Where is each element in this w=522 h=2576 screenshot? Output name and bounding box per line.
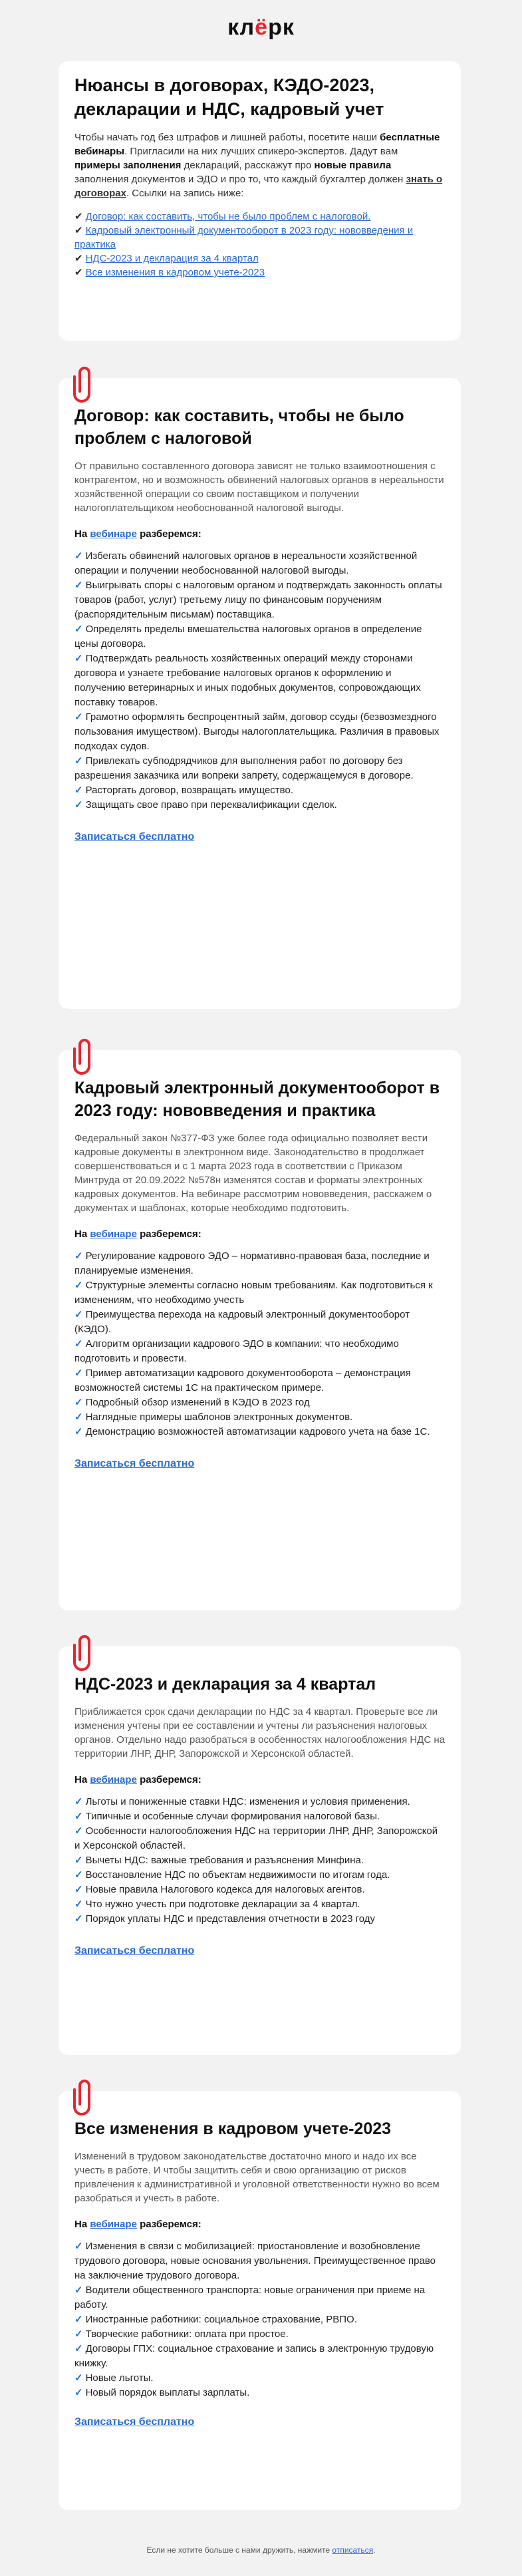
list-item: [74, 578, 445, 622]
lead-text: разберемся:: [136, 1228, 201, 1240]
checkmark-icon: ✔: [74, 253, 83, 264]
checkmark-icon: ✓: [74, 1869, 83, 1881]
list-item-text: Подробный обзор изменений в КЭДО в 2023 год: [85, 1397, 310, 1408]
checkmark-icon: ✓: [74, 1913, 83, 1925]
toc-item: [74, 266, 445, 279]
list-item-text: Преимущества перехода на кадровый электронный документооборот (КЭДО).: [74, 1309, 410, 1335]
webinar-link[interactable]: вебинаре: [90, 528, 137, 540]
toc-item: [74, 224, 445, 252]
list-item-text: Порядок уплаты НДС и представления отчетности в 2023 году: [85, 1913, 376, 1925]
list-item: [74, 1795, 445, 1809]
logo-text-right: рк: [268, 15, 295, 40]
list-item: [74, 754, 445, 783]
list-item: [74, 1410, 445, 1425]
section-lead: [74, 527, 445, 541]
list-item: [74, 622, 445, 651]
list-item: [74, 1308, 445, 1337]
paperclip-icon: [73, 1632, 96, 1672]
bullet-list: [74, 2239, 445, 2400]
lead-text: разберемся:: [136, 2219, 201, 2230]
webinar-link[interactable]: вебинаре: [90, 1228, 137, 1240]
checkmark-icon: ✓: [74, 1280, 83, 1291]
checkmark-icon: ✓: [74, 624, 83, 635]
checkmark-icon: ✓: [74, 1338, 83, 1350]
list-item: [74, 1395, 445, 1410]
toc-list: [74, 210, 445, 279]
hero-intro: [74, 130, 445, 200]
list-item-text: Демонстрацию возможностей автоматизации кадрового учета на базе 1С.: [85, 1426, 430, 1437]
toc-link-vat[interactable]: НДС-2023 и декларация за 4 квартал: [85, 253, 259, 264]
list-item: [74, 2371, 445, 2386]
list-item: [74, 2312, 445, 2327]
list-item-text: Структурные элементы согласно новым требованиям. Как подготовиться к изменениям, что необходимо учесть: [74, 1280, 433, 1306]
checkmark-icon: ✓: [74, 2314, 83, 2325]
section-description: От правильно составленного договора зависят не только взаимоотношения с контрагентом, но и возможность обвинений налоговых органов в нереальности хозяйственной операции со своим поставщиком и получении налогоплательщиком необоснованной налоговой выгоды.: [74, 460, 444, 514]
list-item: [74, 1249, 445, 1278]
checkmark-icon: ✓: [74, 2285, 83, 2296]
hero-title: Нюансы в договорах, КЭДО-2023, декларации и НДС, кадровый учет: [74, 75, 384, 119]
lead-text: На: [74, 1774, 90, 1785]
intro-underlined: знать о договорах: [74, 174, 443, 199]
footer-text: Если не хотите больше с нами дружить, нажмите: [146, 2545, 332, 2555]
checkmark-icon: ✓: [74, 1884, 83, 1895]
list-item: [74, 783, 445, 798]
checkmark-icon: ✓: [74, 1855, 83, 1866]
intro-bold: новые правила: [314, 160, 392, 171]
intro-text: . Ссылки на запись ниже:: [126, 188, 244, 199]
checkmark-icon: ✔: [74, 267, 83, 278]
toc-item: [74, 210, 445, 224]
list-item: [74, 2342, 445, 2371]
checkmark-icon: ✓: [74, 1899, 83, 1910]
lead-text: разберемся:: [136, 528, 201, 540]
list-item-text: Избегать обвинений налоговых органов в нереальности хозяйственной операции и получении необоснованной налоговой выгоды.: [74, 550, 418, 576]
checkmark-icon: ✓: [74, 785, 83, 796]
list-item: [74, 549, 445, 578]
section-lead: [74, 2217, 445, 2231]
checkmark-icon: ✓: [74, 2343, 83, 2354]
register-button[interactable]: Записаться бесплатно: [74, 2416, 195, 2428]
unsubscribe-link[interactable]: отписаться: [332, 2545, 374, 2555]
list-item-text: Типичные и особенные случаи формирования налоговой базы.: [85, 1811, 380, 1822]
list-item-text: Договоры ГПХ: социальное страхование и запись в электронную трудовую книжку.: [74, 2343, 434, 2369]
section-description: Федеральный закон №377-ФЗ уже более года официально позволяет вести кадровые документы в электронном виде. Законодательство в продолжает совершенствоваться и с 1 марта 2023 года в соответствии с Приказом Минтруда от 20.09.2022 №578н изменятся состав и форматы электронных кадровых документов. На вебинаре рассмотрим нововведения, расскажем о документах и шаблонах, которые необходимо подготовить.: [74, 1133, 432, 1214]
intro-text: Чтобы начать год без штрафов и лишней работы, посетите наши: [74, 132, 380, 143]
list-item-text: Новые правила Налогового кодекса для налоговых агентов.: [85, 1884, 365, 1895]
list-item-text: Определять пределы вмешательства налоговых органов в определение цены договора.: [74, 624, 422, 649]
list-item: [74, 1824, 445, 1853]
list-item-text: Алгоритм организации кадрового ЭДО в компании: что необходимо подготовить и провести.: [74, 1338, 399, 1364]
footer: [0, 2545, 522, 2555]
checkmark-icon: ✓: [74, 1825, 83, 1837]
checkmark-icon: ✓: [74, 755, 83, 767]
checkmark-icon: ✓: [74, 1426, 83, 1437]
lead-text: разберемся:: [136, 1774, 201, 1785]
lead-text: На: [74, 2219, 90, 2230]
list-item: [74, 1868, 445, 1883]
checkmark-icon: ✔: [74, 211, 83, 222]
checkmark-icon: ✓: [74, 1811, 83, 1822]
list-item: [74, 2386, 445, 2400]
bullet-list: [74, 549, 445, 813]
section-card-vat: [59, 1646, 461, 2055]
list-item-text: Новые льготы.: [85, 2372, 154, 2384]
register-button[interactable]: Записаться бесплатно: [74, 831, 195, 842]
checkmark-icon: ✓: [74, 2387, 83, 2398]
webinar-link[interactable]: вебинаре: [90, 2219, 137, 2230]
paperclip-icon: [73, 2076, 96, 2116]
list-item: [74, 710, 445, 754]
list-item-text: Вычеты НДС: важные требования и разъяснения Минфина.: [85, 1855, 364, 1866]
toc-link-kedo[interactable]: Кадровый электронный документооборот в 2023 году: нововведения и практика: [74, 225, 414, 250]
lead-text: На: [74, 1228, 90, 1240]
section-card-hr: [59, 2091, 461, 2510]
list-item-text: Наглядные примеры шаблонов электронных документов.: [85, 1411, 353, 1423]
list-item-text: Иностранные работники: социальное страхование, РВПО.: [85, 2314, 357, 2325]
section-title: Кадровый электронный документооборот в 2023 году: нововведения и практика: [74, 1079, 440, 1120]
list-item-text: Выигрывать споры с налоговым органом и подтверждать законность оплаты товаров (работ, услуг) третьему лицу по финансовым поручениям (распорядительным письмам) поставщика.: [74, 580, 442, 620]
list-item-text: Расторгать договор, возвращать имущество.: [85, 785, 293, 796]
logo-text-left: кл: [227, 15, 255, 40]
list-item-text: Новый порядок выплаты зарплаты.: [85, 2387, 250, 2398]
list-item: [74, 2239, 445, 2283]
toc-link-hr[interactable]: Все изменения в кадровом учете-2023: [85, 267, 265, 278]
list-item: [74, 798, 445, 813]
list-item: [74, 1883, 445, 1897]
checkmark-icon: ✓: [74, 711, 83, 723]
footer-text: .: [373, 2545, 376, 2555]
paperclip-icon: [73, 1035, 96, 1075]
list-item: [74, 1897, 445, 1912]
toc-link-contract[interactable]: Договор: как составить, чтобы не было проблем с налоговой.: [85, 211, 371, 222]
list-item-text: Регулирование кадрового ЭДО – нормативно-правовая база, последние и планируемые изменения.: [74, 1250, 430, 1276]
checkmark-icon: ✓: [74, 1250, 83, 1262]
list-item-text: Изменения в связи с мобилизацией: приостановление и возобновление трудового договора, новые основания увольнения. Преимущественное право на заключение трудового договора.: [74, 2241, 436, 2281]
list-item-text: Льготы и пониженные ставки НДС: изменения и условия применения.: [85, 1796, 410, 1807]
webinar-link[interactable]: вебинаре: [90, 1774, 137, 1785]
list-item: [74, 2327, 445, 2342]
list-item-text: Что нужно учесть при подготовке декларации за 4 квартал.: [85, 1899, 360, 1910]
checkmark-icon: ✓: [74, 799, 83, 811]
list-item: [74, 1912, 445, 1927]
checkmark-icon: ✓: [74, 1397, 83, 1408]
section-card-kedo: [59, 1050, 461, 1610]
lead-text: На: [74, 528, 90, 540]
list-item-text: Творческие работники: оплата при простое.: [85, 2328, 289, 2340]
checkmark-icon: ✓: [74, 580, 83, 591]
intro-bold: бесплатные вебинары: [74, 132, 440, 157]
list-item-text: Привлекать субподрядчиков для выполнения работ по договору без разрешения заказчика или вопреки запрету, содержащемуся в договоре.: [74, 755, 414, 781]
list-item-text: Восстановление НДС по объектам недвижимости по итогам года.: [85, 1869, 390, 1881]
intro-text: заполнения документов и ЭДО и про то, что каждый бухгалтер должен: [74, 174, 406, 185]
checkmark-icon: ✓: [74, 1796, 83, 1807]
section-description: Приближается срок сдачи декларации по НДС за 4 квартал. Проверьте все ли изменения учтены при ее составлении и учтены ли разъяснения налоговых органов. Отдельно надо разобраться в особенностях налогообложения НДС на территории ЛНР, ДНР, Запорожской и Херсонской областей.: [74, 1706, 445, 1759]
list-item: [74, 1337, 445, 1366]
register-button[interactable]: Записаться бесплатно: [74, 1458, 195, 1469]
list-item: [74, 1366, 445, 1395]
list-item: [74, 1278, 445, 1308]
toc-item: [74, 252, 445, 266]
list-item: [74, 651, 445, 710]
checkmark-icon: ✓: [74, 653, 83, 664]
hero-card: [59, 61, 461, 341]
section-lead: [74, 1227, 445, 1241]
intro-text: деклараций, расскажут про: [181, 160, 315, 171]
section-title: Договор: как составить, чтобы не было проблем с налоговой: [74, 407, 404, 448]
list-item-text: Водители общественного транспорта: новые ограничения при приеме на работу.: [74, 2285, 426, 2310]
paperclip-icon: [73, 363, 96, 403]
list-item: [74, 2283, 445, 2312]
bullet-list: [74, 1249, 445, 1439]
checkmark-icon: ✓: [74, 2328, 83, 2340]
list-item-text: Грамотно оформлять беспроцентный займ, договор ссуды (безвозмездного пользования имуществом). Выгоды налогоплательщика. Различия в правовых подходах судов.: [74, 711, 440, 752]
section-description: Изменений в трудовом законодательстве достаточно много и надо их все учесть в работе. И чтобы защитить себя и свою организацию от рисков привлечения к административной и уголовной ответственности нужно во всем разобраться и учесть в работе.: [74, 2151, 440, 2204]
list-item-text: Защищать свое право при переквалификации сделок.: [85, 799, 337, 811]
list-item-text: Особенности налогообложения НДС на территории ЛНР, ДНР, Запорожской и Херсонской областей.: [74, 1825, 438, 1851]
checkmark-icon: ✓: [74, 1309, 83, 1320]
intro-text: . Пригласили на них лучших спикеро-экспертов. Дадут вам: [124, 146, 398, 157]
brand-logo[interactable]: [0, 15, 522, 41]
section-card-contract: [59, 378, 461, 1009]
bullet-list: [74, 1795, 445, 1927]
checkmark-icon: ✓: [74, 1368, 83, 1379]
list-item-text: Пример автоматизации кадрового документооборота – демонстрация возможностей системы 1С на практическом примере.: [74, 1368, 411, 1393]
checkmark-icon: ✓: [74, 550, 83, 562]
list-item: [74, 1425, 445, 1439]
register-button[interactable]: Записаться бесплатно: [74, 1945, 195, 1956]
list-item-text: Подтверждать реальность хозяйственных операций между сторонами договора и узнаете требование налоговых органов к оформлению и получению ветеринарных и иных подобных документов, сопровождающих поставку товаров.: [74, 653, 421, 708]
logo-mark: ё: [255, 15, 269, 40]
list-item: [74, 1809, 445, 1824]
section-title: НДС-2023 и декларация за 4 квартал: [74, 1675, 376, 1694]
checkmark-icon: ✓: [74, 2241, 83, 2252]
checkmark-icon: ✓: [74, 1411, 83, 1423]
intro-bold: примеры заполнения: [74, 160, 182, 171]
list-item: [74, 1853, 445, 1868]
section-title: Все изменения в кадровом учете-2023: [74, 2119, 392, 2138]
section-lead: [74, 1773, 445, 1787]
checkmark-icon: ✔: [74, 225, 83, 236]
checkmark-icon: ✓: [74, 2372, 83, 2384]
